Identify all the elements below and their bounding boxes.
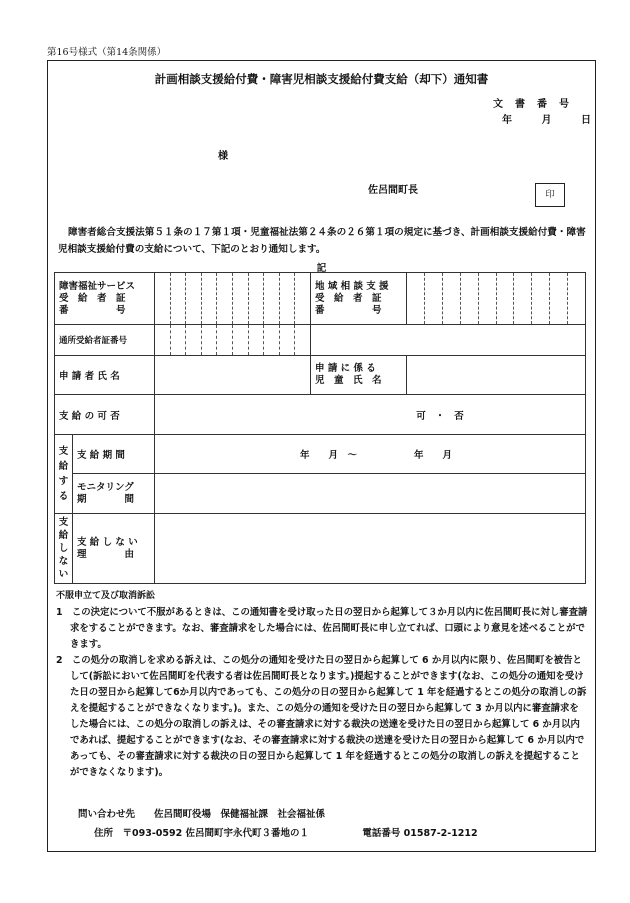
date-month-label: 月 <box>541 115 552 126</box>
period-label: 支 給 期 間 <box>73 435 155 474</box>
table-row <box>55 514 586 584</box>
service-recipient-no-label <box>55 273 155 325</box>
vertical-char: い <box>58 569 69 580</box>
service-recipient-no-field[interactable] <box>155 273 311 325</box>
notes-heading: 不服申立て及び取消訴訟 <box>56 591 156 601</box>
date-line <box>476 111 591 126</box>
child-name-label <box>311 356 407 395</box>
label-line: 番 号 <box>59 304 126 316</box>
table-row <box>55 356 586 395</box>
label-line: 支 給 し な い <box>77 536 138 548</box>
label-line: 児 童 氏 名 <box>315 375 382 386</box>
label-line: 理 由 <box>77 548 135 560</box>
day-care-no-label: 通所受給者証番号 <box>55 325 155 356</box>
note-item: 1 この決定について不服があるときは、この通知書を受け取った日の翌日から起算して３か月以内に佐呂間町長に対し審査請求をすることができます。なお、審査請求をした場合には、佐呂間町長に申し立てれば、口頭により意見を述べることができます。 <box>56 607 588 650</box>
notice-body: 障害者総合支援法第５１条の１７第１項・児童福祉法第２４条の２６第１項の規定に基づき、計画相談支援給付費・障害児相談支援給付費の支給について、下記のとおり通知します。 <box>58 227 586 255</box>
child-name-field[interactable] <box>407 356 586 395</box>
note-item: 2 この処分の取消しを求める訴えは、この処分の通知を受けた日の翌日から起算して 6 か月以内に限り、佐呂間町を被告として(訴訟において佐呂間町を代表する者は佐呂間町長となります。)提起することができます(なお、この処分の通知を受けた日の翌日から起算して6か月以内であっても、この処分の日の翌日から起算して 1 年を経過するとこの処分の取消しの訴えを提起することができなくなります。)。また、この処分の通知を受けた日の翌日から起算して 3 か月以内に審査請求をした場合には、この処分の取消しの訴えは、その審査請求に対する裁決の送達を受けた日の翌日から起算して 6 か月以内であれば、提起することができます(なお、その審査請求に対する裁決の送達を受けた日の翌日から起算して 6 か月以内であっても、その審査請求に対する裁決の日の翌日から起算して 1 年を経過するとこの処分の取消しの訴えを提起することができなくなります)。 <box>56 655 587 778</box>
vertical-char: 支 <box>58 517 69 528</box>
appeal-notes <box>56 588 588 781</box>
label-line: 番 号 <box>315 304 382 316</box>
details-table <box>54 272 586 584</box>
reason-field[interactable] <box>155 514 586 584</box>
approval-value[interactable]: 可 ・ 否 <box>155 395 586 435</box>
digit-boxes <box>155 325 310 355</box>
vertical-char: 給 <box>58 461 69 472</box>
no-pay-group-label <box>55 514 73 584</box>
table-row <box>55 273 586 325</box>
label-line: 障害福祉サービス <box>59 280 136 292</box>
notice-form <box>47 60 596 852</box>
monitoring-label <box>73 474 155 514</box>
table-row <box>55 395 586 435</box>
address-text: 住所 〒093-0592 佐呂間町宇永代町３番地の１ <box>94 828 310 839</box>
applicant-name-field[interactable] <box>155 356 311 395</box>
seal-box: 印 <box>535 183 565 207</box>
empty-cell <box>311 325 586 356</box>
addressee-suffix: 様 <box>218 151 228 162</box>
page-title: 計画相談支援給付費・障害児相談支援給付費支給（却下）通知書 <box>154 72 489 86</box>
digit-boxes <box>155 273 310 324</box>
table-row <box>55 325 586 356</box>
pay-group-label <box>55 435 73 514</box>
label-line: 申 請 に 係 る <box>315 363 376 374</box>
applicant-name-label: 申 請 者 氏 名 <box>55 356 155 395</box>
label-line: 受 給 者 証 <box>315 292 382 304</box>
approval-label: 支 給 の 可 否 <box>55 395 155 435</box>
vertical-char: る <box>58 491 69 502</box>
phone-number: 電話番号 01587-2-1212 <box>362 828 478 839</box>
contact-info: 問い合わせ先 佐呂間町役場 保健福祉課 社会福祉係 <box>78 809 326 820</box>
ki-heading: 記 <box>316 263 327 274</box>
table-row <box>55 435 586 474</box>
label-line: 受 給 者 証 <box>59 292 126 304</box>
form-number: 第16号様式（第14条関係） <box>47 47 167 58</box>
address-line <box>94 825 478 839</box>
date-year-label: 年 <box>502 115 513 126</box>
monitoring-field[interactable] <box>155 474 586 514</box>
period-value[interactable]: 年 月 ～ 年 月 <box>155 435 586 474</box>
table-row <box>55 474 586 514</box>
vertical-char: な <box>58 556 69 567</box>
issuer-name: 佐呂間町長 <box>368 185 418 196</box>
label-line: 期 間 <box>77 493 135 505</box>
community-support-no-field[interactable] <box>407 273 586 325</box>
vertical-char: 支 <box>58 446 69 457</box>
vertical-char: 給 <box>58 530 69 541</box>
vertical-char: す <box>58 476 69 487</box>
digit-boxes <box>407 273 585 324</box>
label-line: モニタリング <box>77 481 134 493</box>
document-number-label: 文書番号 <box>493 99 581 110</box>
vertical-char: し <box>58 543 69 554</box>
label-line: 地 域 相 談 支 援 <box>315 280 389 292</box>
day-care-no-field[interactable] <box>155 325 311 356</box>
date-day-label: 日 <box>581 115 591 126</box>
community-support-no-label <box>311 273 407 325</box>
reason-label <box>73 514 155 584</box>
